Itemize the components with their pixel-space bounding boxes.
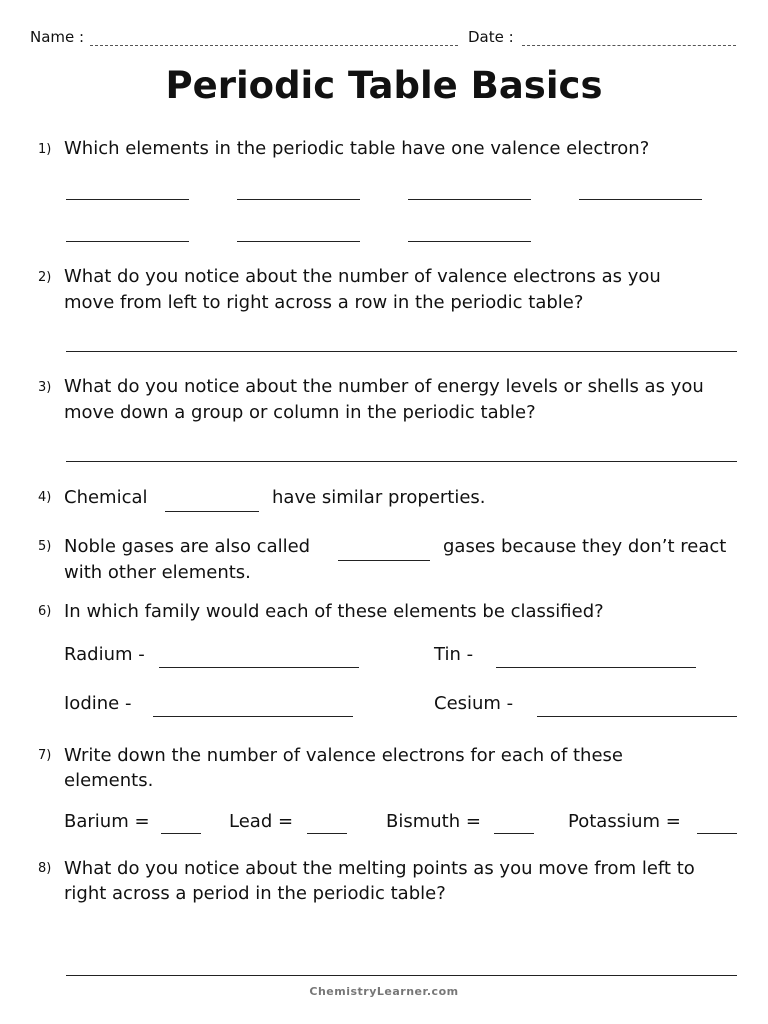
q8-text-line2: right across a period in the periodic table? — [64, 883, 446, 904]
q4-text-before: Chemical — [64, 487, 148, 508]
q2-text-line1: What do you notice about the number of valence electrons as you — [64, 266, 661, 287]
q5-blank[interactable] — [338, 560, 430, 561]
q6-number: 6) — [38, 604, 52, 619]
q6-item-label: Cesium - — [434, 693, 514, 714]
q3-text-line2: move down a group or column in the periodic table? — [64, 402, 536, 423]
q1-answer-line[interactable] — [408, 241, 531, 242]
q1-answer-line[interactable] — [579, 199, 702, 200]
name-label: Name : — [30, 28, 85, 46]
q5-text-after: gases because they don’t react — [443, 536, 727, 557]
q7-item-label: Bismuth = — [386, 811, 481, 832]
q6-answer-line[interactable] — [159, 667, 359, 668]
q7-item-label: Lead = — [229, 811, 294, 832]
q6-item-label: Tin - — [434, 644, 474, 665]
q6-answer-line[interactable] — [537, 716, 737, 717]
page-title: Periodic Table Basics — [165, 64, 603, 107]
date-label: Date : — [468, 28, 514, 46]
q7-item-label: Potassium = — [568, 811, 681, 832]
q4-text-after: have similar properties. — [272, 487, 486, 508]
q8-number: 8) — [38, 861, 52, 876]
q7-item-label: Barium = — [64, 811, 150, 832]
q7-answer-line[interactable] — [697, 833, 737, 834]
q8-text-line1: What do you notice about the melting points as you move from left to — [64, 858, 695, 879]
q1-answer-line[interactable] — [237, 241, 360, 242]
q7-number: 7) — [38, 748, 52, 763]
q7-text-line2: elements. — [64, 770, 154, 791]
q3-number: 3) — [38, 380, 52, 395]
q7-answer-line[interactable] — [161, 833, 201, 834]
name-field[interactable] — [90, 45, 458, 46]
q1-text: Which elements in the periodic table have one valence electron? — [64, 138, 650, 159]
q1-answer-line[interactable] — [408, 199, 531, 200]
q5-number: 5) — [38, 539, 52, 554]
q7-text-line1: Write down the number of valence electrons for each of these — [64, 745, 623, 766]
q3-text-line1: What do you notice about the number of energy levels or shells as you — [64, 376, 704, 397]
q8-answer-line[interactable] — [66, 975, 737, 976]
q1-answer-line[interactable] — [66, 199, 189, 200]
q6-answer-line[interactable] — [496, 667, 696, 668]
q7-answer-line[interactable] — [494, 833, 534, 834]
q1-number: 1) — [38, 142, 52, 157]
q5-text-before: Noble gases are also called — [64, 536, 311, 557]
q4-blank[interactable] — [165, 511, 259, 512]
q1-answer-line[interactable] — [237, 199, 360, 200]
q2-answer-line[interactable] — [66, 351, 737, 352]
q5-text-line2: with other elements. — [64, 562, 251, 583]
q6-item-label: Iodine - — [64, 693, 132, 714]
q2-number: 2) — [38, 270, 52, 285]
q4-number: 4) — [38, 490, 52, 505]
footer-site-credit: ChemistryLearner.com — [309, 985, 459, 998]
q3-answer-line[interactable] — [66, 461, 737, 462]
q2-text-line2: move from left to right across a row in the periodic table? — [64, 292, 584, 313]
q6-item-label: Radium - — [64, 644, 145, 665]
q6-answer-line[interactable] — [153, 716, 353, 717]
q6-text: In which family would each of these elements be classified? — [64, 601, 604, 622]
q1-answer-line[interactable] — [66, 241, 189, 242]
q7-answer-line[interactable] — [307, 833, 347, 834]
date-field[interactable] — [522, 45, 736, 46]
